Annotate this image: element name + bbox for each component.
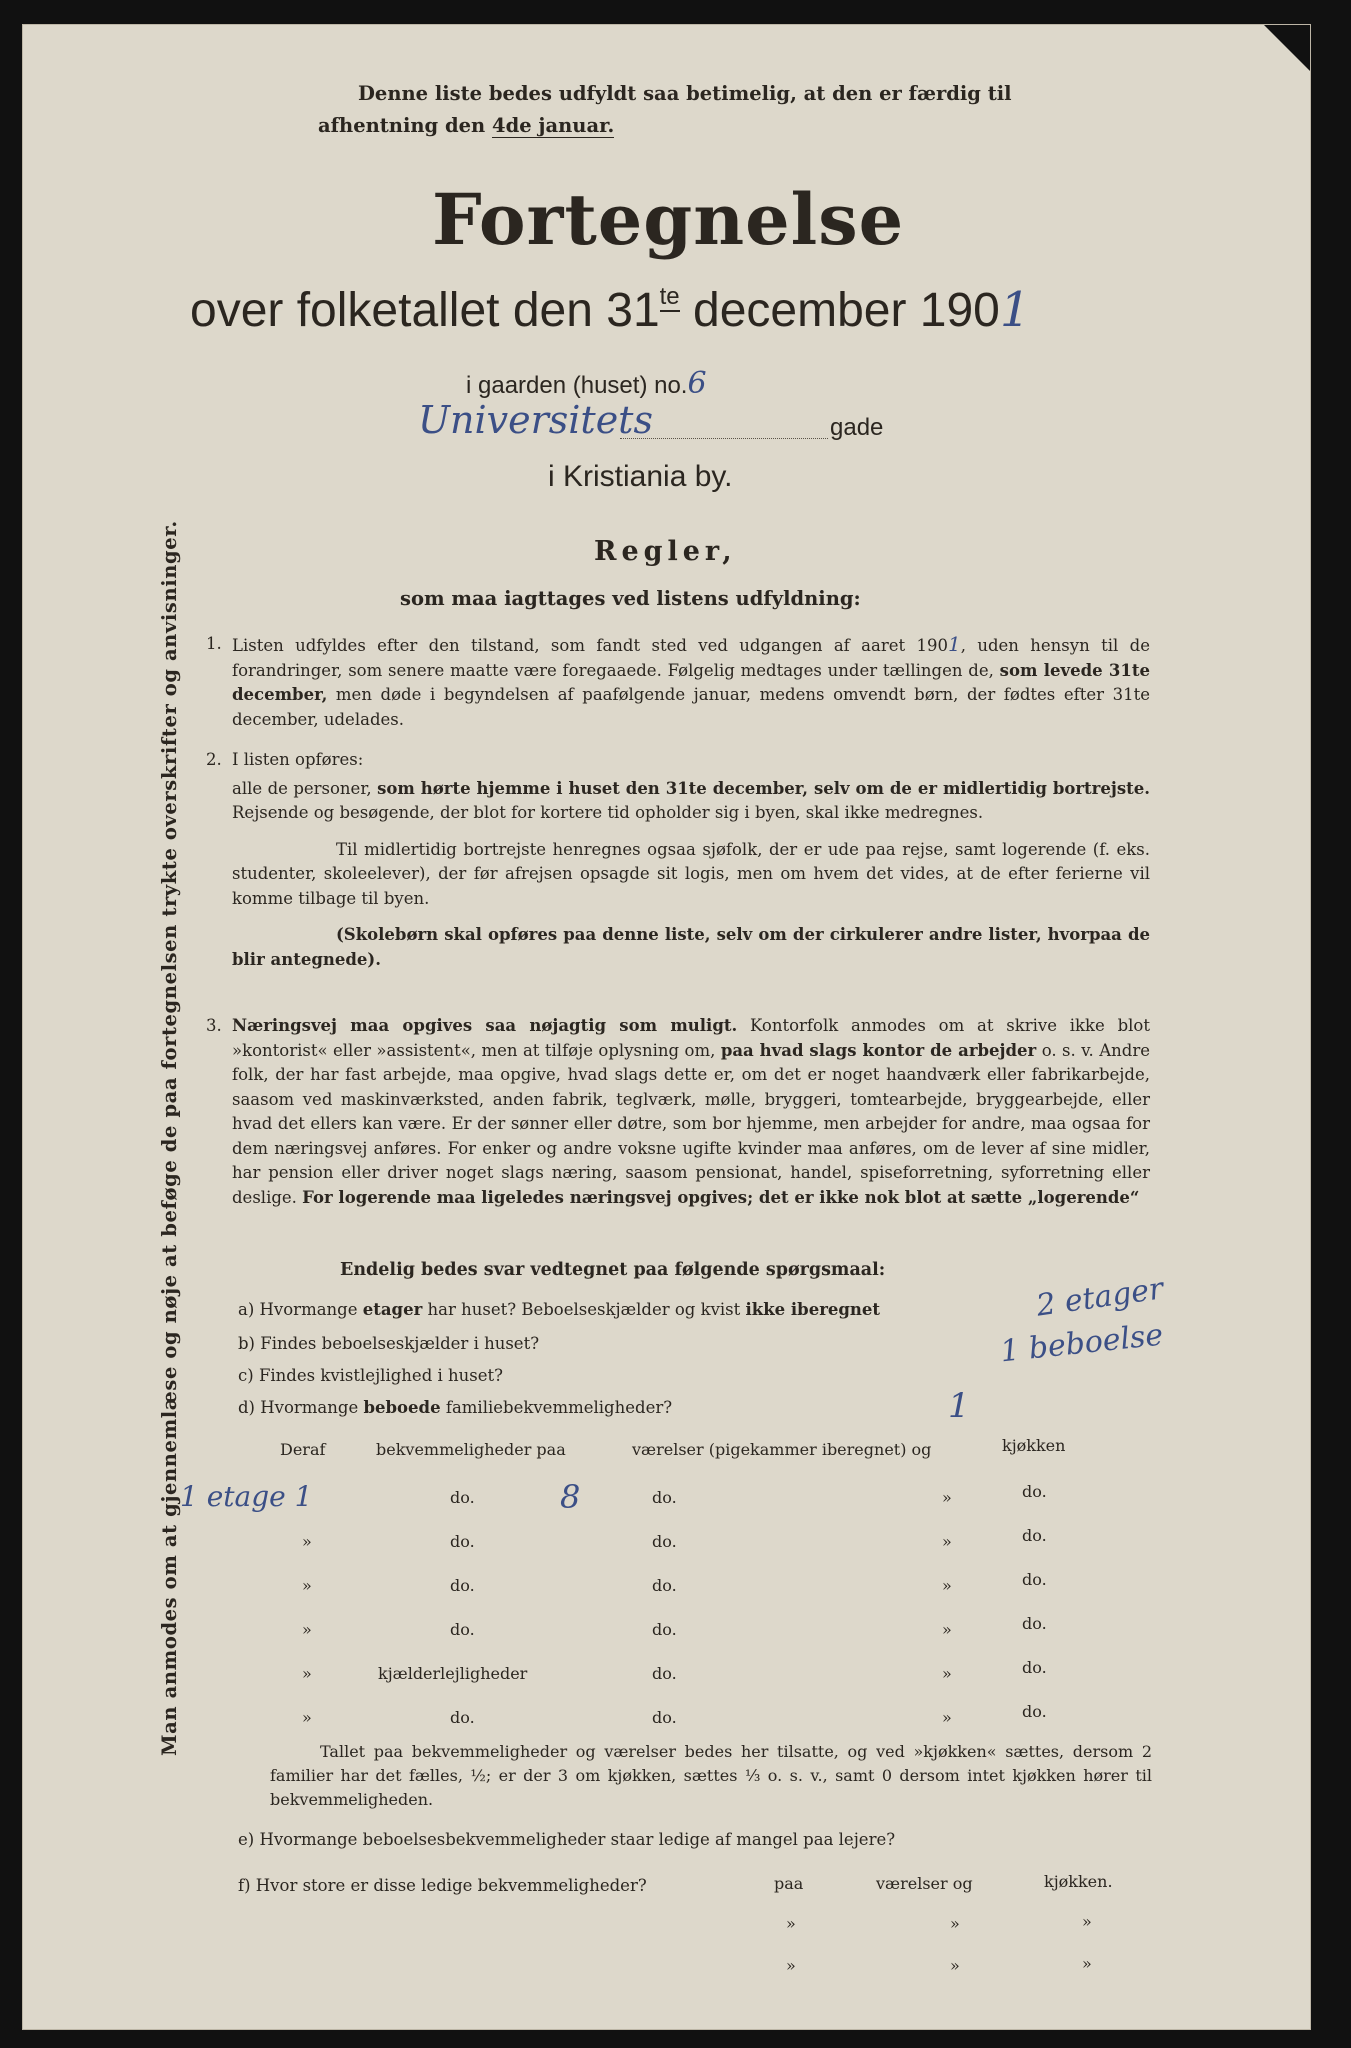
handwritten-street: Universitets — [418, 398, 653, 442]
handwritten-year-rule1: 1 — [947, 632, 961, 656]
street-dotted-line — [620, 438, 828, 439]
table-header-rooms: værelser (pigekammer iberegnet) og — [632, 1440, 932, 1459]
question-a: a) Hvormange etager har huset? Beboelseskjælder og kvist ikke iberegnet — [238, 1300, 881, 1319]
form-title: Fortegnelse — [432, 178, 905, 261]
house-number-label: i gaarden (huset) no. — [466, 372, 688, 399]
question-f-col-kjokken: kjøkken. — [1044, 1872, 1113, 1891]
notice-date: 4de januar. — [492, 114, 615, 137]
notice-line2 — [318, 114, 614, 137]
handwritten-answer-a-line2: 1 beboelse — [998, 1317, 1165, 1370]
question-f-col-vaerelser: værelser og — [876, 1874, 973, 1893]
form-subtitle — [190, 282, 1030, 338]
city-line: i Kristiania by. — [548, 460, 733, 493]
fraction-note: Tallet paa bekvemmeligheder og værelser bedes her tilsatte, og ved »kjøkken« sættes, dersom 2 familier har det fælles, ½; er der 3 om kjøkken, sættes ⅓ o. s. v., samt 0 dersom intet kjøkken hører til bekvemmeligheden. — [270, 1742, 1152, 1809]
handwritten-answer-d: 1 — [948, 1386, 970, 1426]
folded-corner — [1264, 25, 1310, 71]
question-f: f) Hvor store er disse ledige bekvemmeligheder? — [238, 1876, 647, 1895]
handwritten-answer-a-line1: 2 etager — [1034, 1271, 1166, 1324]
rule-3: 3. Næringsvej maa opgives saa nøjagtig som muligt. Kontorfolk anmodes om at skrive ikke blot »kontorist« eller »assistent«, men at tilføje oplysning om, paa hvad slags kontor de arbejder o. s. v. Andre folk, der har fast arbejde, maa opgive, hvad slags dette er, om det er noget haandværk eller fabrikarbejde, saasom ved maskinværksted, anden fabrik, teglværk, mølle, bryggeri, tomtearbejde, bryggearbejde, eller hvad det ellers kan være. Er der sønner eller døtre, som bor hjemme, men arbejder for andre, maa ogsaa for dem næringsvej anføres. For enker og andre voksne ugifte kvinder maa anføres, om de lever af sine midler, har pension eller driver noget slags næring, saasom pensionat, handel, spiseforretning, syforretning eller deslige. For logerende maa ligeledes næringsvej opgives; det er ikke nok blot at sætte „logerende“ — [206, 1016, 1151, 1207]
table-header-kitchen: kjøkken — [1002, 1436, 1066, 1455]
subtitle-prefix: over folketallet den 31 — [190, 284, 660, 337]
question-b: b) Findes beboelseskjælder i huset? — [238, 1334, 540, 1353]
question-e: e) Hvormange beboelsesbekvemmeligheder staar ledige af mangel paa lejere? — [238, 1830, 896, 1849]
subtitle-sup: te — [659, 283, 680, 310]
rule-3-number: 3. — [206, 1016, 222, 1035]
questions-heading: Endelig bedes svar vedtegnet paa følgende spørgsmaal: — [340, 1260, 886, 1280]
table-header-bekvem: bekvemmeligheder paa — [376, 1440, 566, 1459]
question-c: c) Findes kvistlejlighed i huset? — [238, 1366, 503, 1385]
handwritten-row1-label: 1 etage 1 — [180, 1480, 313, 1513]
street-suffix: gade — [830, 414, 884, 441]
handwritten-row1-rooms: 8 — [560, 1478, 581, 1516]
rule-1-number: 1. — [206, 634, 222, 653]
table-header-deraf: Deraf — [280, 1440, 326, 1459]
side-instruction: Man anmodes om at gjennemlæse og nøje at beføge de paa fortegnelsen trykte overskrifter og anvisninger. — [158, 520, 181, 1756]
address-house-line — [466, 366, 707, 401]
question-f-col-paa: paa — [774, 1874, 804, 1893]
rules-heading: Regler, — [594, 536, 737, 567]
question-d: d) Hvormange beboede familiebekvemmeligheder? — [238, 1398, 673, 1417]
rule-2-number: 2. — [206, 750, 222, 769]
rule-2: 2. I listen opføres: alle de personer, som hørte hjemme i huset den 31te december, selv om de er midlertidig bortrejste. Rejsende og besøgende, der blot for kortere tid opholder sig i byen, skal ikke medregnes. Til midlertidig bortrejste henregnes ogsaa sjøfolk, der er ude paa rejse, samt logerende (f. eks. studenter, skoleelever), der før afrejsen opsagde sit logis, men om hvem det vides, at de efter ferierne vil komme tilbage til byen. (Skolebørn skal opføres paa denne liste, selv om der cirkulerer andre lister, hvorpaa de blir antegnede). — [206, 750, 1150, 969]
notice-line1: Denne liste bedes udfyldt saa betimelig, at den er færdig til — [358, 82, 1012, 105]
subtitle-suffix: december 190 — [693, 284, 1000, 337]
handwritten-house-number: 6 — [687, 366, 707, 401]
rule-1: 1. Listen udfyldes efter den tilstand, som fandt sted ved udgangen af aaret 1901, uden hensyn til de forandringer, som senere maatte være foregaaede. Følgelig medtages under tællingen de, som levede 31te december, men døde i begyndelsen af paafølgende januar, medens omvendt børn, der fødtes efter 31te december, udelades. — [206, 632, 1150, 729]
rules-subheading: som maa iagttages ved listens udfyldning: — [400, 587, 861, 610]
notice-line2-prefix: afhentning den — [318, 114, 486, 137]
handwritten-year: 1 — [999, 282, 1031, 338]
